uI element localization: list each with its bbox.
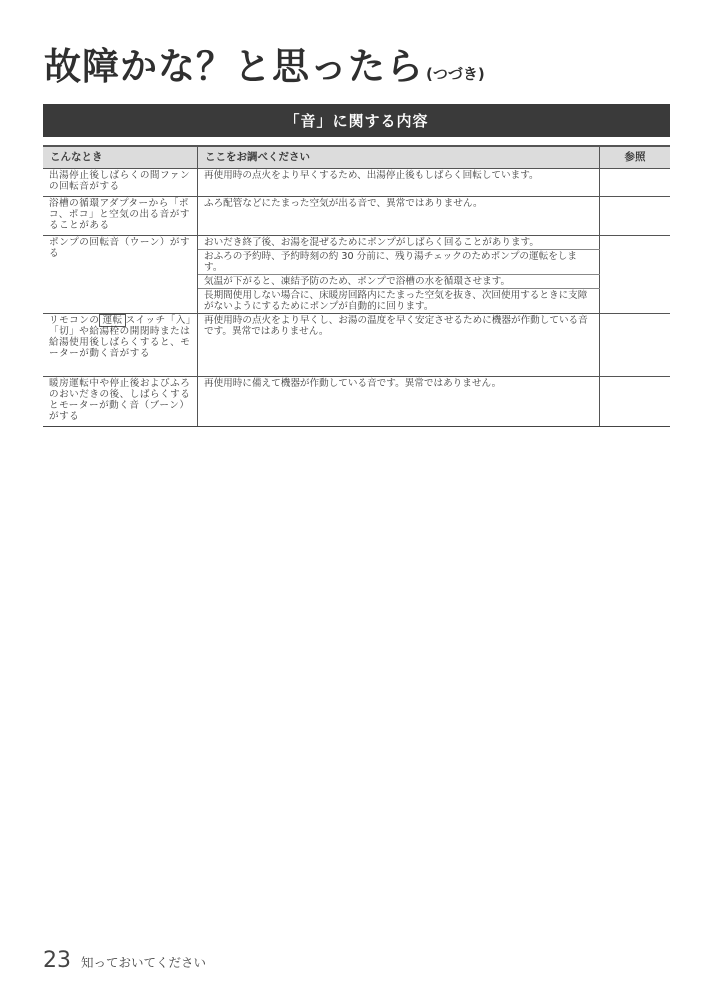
check-cell: 長期間使用しない場合に、床暖房回路内にたまった空気を抜き、次回使用するときに支障がないようにするためにポンプが自動的に回ります。 <box>198 289 600 314</box>
page-title-main: 故障かな？と思ったら <box>44 45 424 88</box>
column-header-check: ここをお調べください <box>198 146 600 169</box>
reference-cell <box>600 169 671 197</box>
table-row <box>43 377 670 427</box>
section-banner: 「音」に関する内容 <box>43 104 670 137</box>
case-text-before: リモコンの <box>49 315 100 326</box>
case-cell: 暖房運転中や停止後およびふろのおいだきの後、しばらくするとモーターが動く音（ブーン）がする <box>43 377 198 427</box>
check-cell: 気温が下がると、凍結予防のため、ポンプで浴槽の水を循環させます。 <box>198 275 600 289</box>
column-header-reference: 参照 <box>600 146 671 169</box>
table-header-row <box>43 146 670 169</box>
check-cell: おふろの予約時、予約時刻の約 30 分前に、残り湯チェックのためポンプの運転をします。 <box>198 250 600 275</box>
check-cell: 再使用時の点火をより早くするため、出湯停止後もしばらく回転しています。 <box>198 169 600 197</box>
case-cell: ポンプの回転音（ウーン）がする <box>43 236 198 314</box>
table-row <box>43 197 670 236</box>
table-row <box>43 236 670 250</box>
case-cell: 浴槽の循環アダプターから「ポコ、ポコ」と空気の出る音がすることがある <box>43 197 198 236</box>
table-row <box>43 169 670 197</box>
page-number: 23 <box>43 948 71 973</box>
case-cell: 出湯停止後しばらくの間ファンの回転音がする <box>43 169 198 197</box>
table-row <box>43 314 670 377</box>
check-cell: 再使用時の点火をより早くし、お湯の温度を早く安定させるために機器が作動している音です。異常ではありません。 <box>198 314 600 377</box>
reference-cell <box>600 377 671 427</box>
column-header-case: こんなとき <box>43 146 198 169</box>
check-cell: おいだき終了後、お湯を混ぜるためにポンプがしばらく回ることがあります。 <box>198 236 600 250</box>
reference-cell <box>600 314 671 377</box>
troubleshooting-table <box>43 145 670 427</box>
footer-section-name: 知っておいてください <box>81 955 207 970</box>
check-cell: ふろ配管などにたまった空気が出る音で、異常ではありません。 <box>198 197 600 236</box>
unten-switch-label: 運転 <box>99 314 125 327</box>
page-title <box>44 36 485 90</box>
page-footer <box>43 948 206 973</box>
page-title-subtitle: (つづき) <box>426 65 485 83</box>
case-text-after: スイッチ「入」「切」や給湯栓の開閉時または給湯使用後しばらくすると、モーターが動く音がする <box>49 315 192 359</box>
reference-cell <box>600 197 671 236</box>
check-cell: 再使用時に備えて機器が作動している音です。異常ではありません。 <box>198 377 600 427</box>
case-cell <box>43 314 198 377</box>
reference-cell <box>600 236 671 314</box>
